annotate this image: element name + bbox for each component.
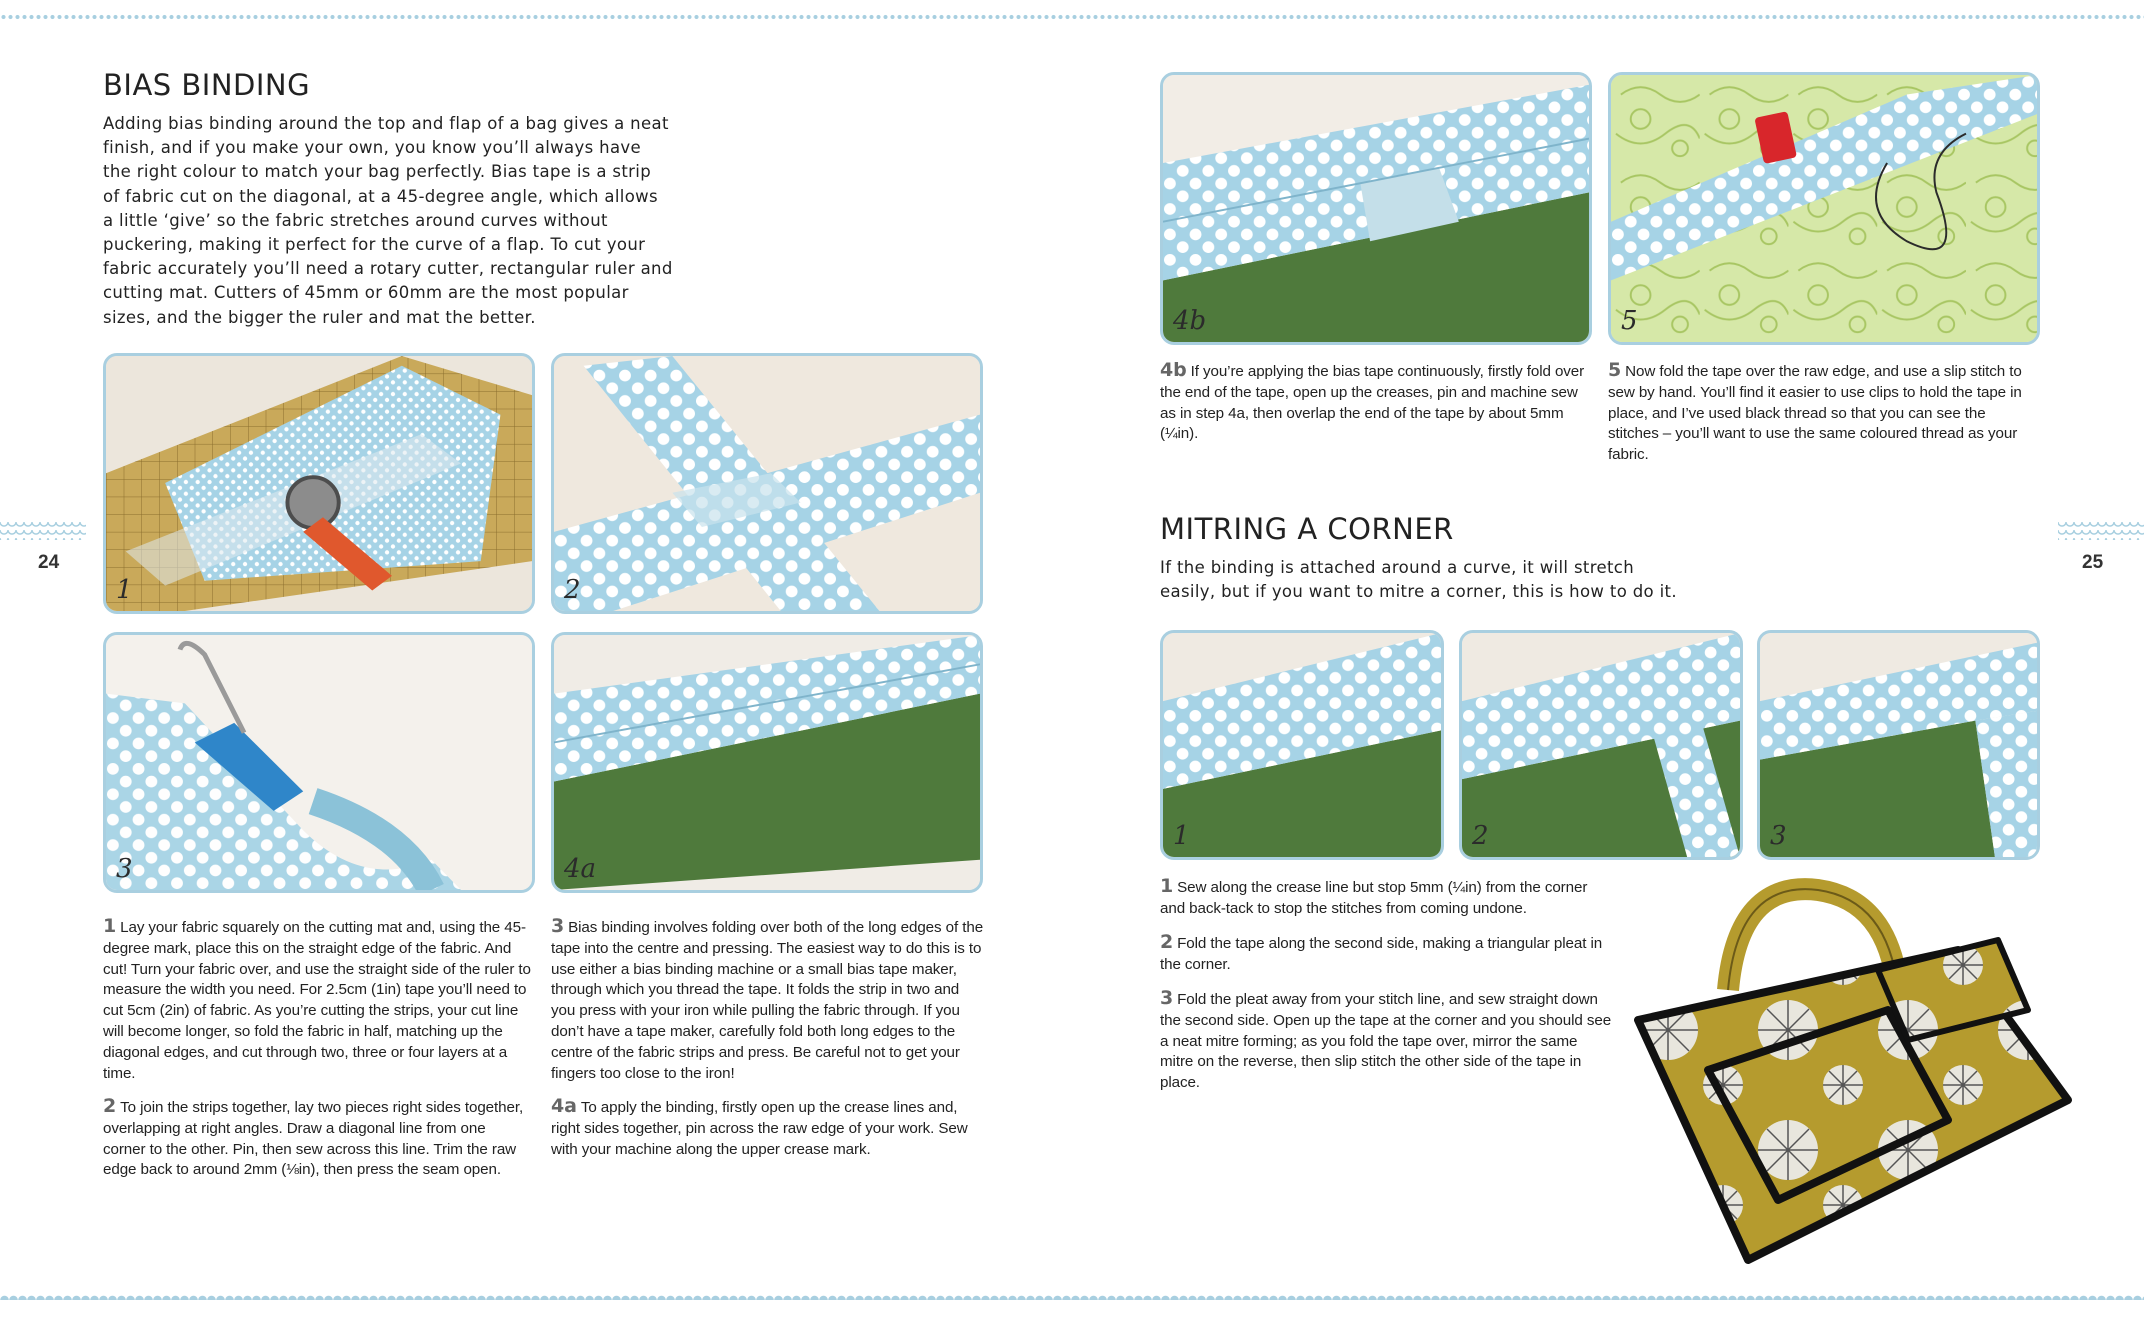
mitre-step-3-label: 3 xyxy=(1770,821,1787,851)
mitre-step-1-body: Sew along the crease line but stop 5mm (¼in) from the corner and back-tack to stop the stitches from coming undone. xyxy=(1160,879,1588,917)
step-4b-photo xyxy=(1160,72,1592,345)
step-5-body: Now fold the tape over the raw edge, and use a slip stitch to sew by hand. You’ll find it easier to use clips to hold the tape in place, and I’ve used black thread so that you can see the stitches – you’ll want to use the same coloured thread as your fabric. xyxy=(1608,363,2022,464)
bias-step-4a-number: 4a xyxy=(551,1095,577,1117)
bias-step-1-number: 1 xyxy=(103,915,117,937)
bias-binding-heading: BIAS BINDING xyxy=(103,68,311,102)
mitre-step-1-label: 1 xyxy=(1173,821,1190,851)
bias-binding-intro: Adding bias binding around the top and flap of a bag gives a neat finish, and if you make your own, you know you’ll always have the right colour to match your bag perfectly. Bias tape is a strip of fabric cut on the diagonal, at a 45-degree angle, which allows a little ‘give’ so the fabric stretches around curves without puckering, making it perfect for the curve of a flap. To cut your fabric accurately you’ll need a rotary cutter, rectangular ruler and cutting mat. Cutters of 45mm or 60mm are the most popular sizes, and the bigger the ruler and mat the better. xyxy=(103,114,673,327)
step-4b-number: 4b xyxy=(1160,359,1187,381)
step-4a-label: 4a xyxy=(564,854,597,884)
mitre-step-2-text xyxy=(1160,932,1614,976)
step-5-label: 5 xyxy=(1621,306,1638,336)
step-4b-text xyxy=(1160,360,1590,445)
mitre-step-3-number: 3 xyxy=(1160,987,1174,1009)
bias-step-2-text xyxy=(103,1096,531,1181)
bias-step-4a-text xyxy=(551,1096,985,1160)
bias-step-1-text xyxy=(103,916,531,1084)
mitre-step-2-body: Fold the tape along the second side, making a triangular pleat in the corner. xyxy=(1160,935,1603,973)
step-1-photo xyxy=(103,353,535,614)
bias-step-3-number: 3 xyxy=(551,915,565,937)
step-2-photo xyxy=(551,353,983,614)
mitre-step-1-number: 1 xyxy=(1160,875,1174,897)
step-3-label: 3 xyxy=(116,854,133,884)
step-5-number: 5 xyxy=(1608,359,1622,381)
finished-bag-photo xyxy=(1628,870,2078,1280)
page-number-left: 24 xyxy=(38,552,60,573)
bias-step-3-text xyxy=(551,916,985,1084)
step-4a-photo xyxy=(551,632,983,893)
mitring-corner-heading: MITRING A CORNER xyxy=(1160,512,1454,546)
mitre-step-2-photo xyxy=(1459,630,1743,860)
step-3-photo xyxy=(103,632,535,893)
bias-step-1-body: Lay your fabric squarely on the cutting mat and, using the 45-degree mark, place this on the straight edge of the fabric. And cut! Turn your fabric over, and use the straight side of the ruler to measure the width you need. For 2.5cm (1in) tape you’ll need to cut 5cm (2in) of fabric. As you’re cutting the strips, your cut line will become longer, so fold the fabric in half, matching up the diagonal edges, and cut through two, three or four layers at a time. xyxy=(103,919,531,1082)
mitre-step-1-text xyxy=(1160,876,1614,920)
step-2-label: 2 xyxy=(564,575,581,605)
top-dotted-border xyxy=(0,14,2144,20)
bias-step-2-body: To join the strips together, lay two pieces right sides together, overlapping at right angles. Draw a diagonal line from one corner to the other. Pin, then sew across this line. Trim the raw edge back to around 2mm (⅛in), then press the seam open. xyxy=(103,1099,524,1179)
bias-step-2-number: 2 xyxy=(103,1095,117,1117)
bias-step-3-body: Bias binding involves folding over both of the long edges of the tape into the centre and pressing. The easiest way to do this is to use either a bias binding machine or a small bias tape maker, through which you thread the tape. It folds the strip in two and you press with your iron while pulling the fabric through. If you don’t have a tape maker, carefully fold both long edges to the centre of the fabric strips and press. Be careful not to get your fingers too close to the iron! xyxy=(551,919,984,1082)
mitre-step-2-label: 2 xyxy=(1472,821,1489,851)
step-4b-body: If you’re applying the bias tape continuously, firstly fold over the end of the tape, open up the creases, pin and machine sew as in step 4a, then overlap the end of the tape by about 5mm (¼in). xyxy=(1160,363,1585,443)
right-side-wave-ornament xyxy=(2058,522,2144,540)
mitre-step-1-photo xyxy=(1160,630,1444,860)
mitring-corner-intro: If the binding is attached around a curve, it will stretch easily, but if you want to mitre a corner, this is how to do it. xyxy=(1160,558,1677,602)
step-5-photo xyxy=(1608,72,2040,345)
mitre-step-3-body: Fold the pleat away from your stitch line, and sew straight down the second side. Open up the tape at the corner and you should see a neat mitre forming; as you fold the tape over, mirror the same mitre on the reverse, then slip stitch the other side of the tape in place. xyxy=(1160,991,1612,1092)
page-number-right: 25 xyxy=(2082,552,2104,573)
bottom-scalloped-border xyxy=(0,1288,2144,1300)
mitre-step-3-text xyxy=(1160,988,1614,1094)
step-4b-label: 4b xyxy=(1173,306,1207,336)
mitre-step-2-number: 2 xyxy=(1160,931,1174,953)
step-5-text xyxy=(1608,360,2040,466)
bias-step-4a-body: To apply the binding, firstly open up the crease lines and, right sides together, pin across the raw edge of your work. Sew with your machine along the upper crease mark. xyxy=(551,1099,968,1158)
left-side-wave-ornament xyxy=(0,522,86,540)
step-1-label: 1 xyxy=(116,575,133,605)
mitre-step-3-photo xyxy=(1757,630,2040,860)
